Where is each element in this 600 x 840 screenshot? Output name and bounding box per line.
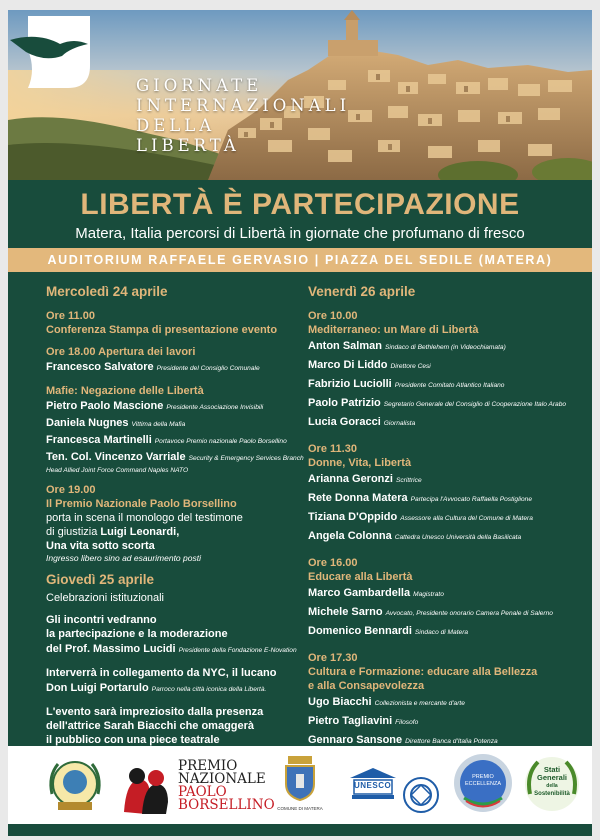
text-fragment: di giustizia	[46, 526, 101, 538]
day-heading-24: Mercoledì 24 aprile	[46, 284, 168, 299]
program-left-column	[46, 284, 308, 755]
premio-line: NAZIONALE	[178, 771, 266, 787]
speaker-row	[308, 470, 586, 489]
speaker-role: Segretario Generale del Consiglio di Cooperazione Italo Arabo	[383, 401, 567, 408]
speaker-row	[308, 508, 586, 527]
stati-generali-label	[522, 766, 582, 798]
speaker-row	[46, 415, 308, 432]
speaker-name: Pietro Paolo Mascione	[46, 400, 164, 412]
speaker-name: Ugo Biacchi	[308, 696, 372, 708]
logo-line-2: INTERNAZIONALI	[136, 96, 351, 115]
speaker-name: Fabrizio Luciolli	[308, 378, 392, 390]
speaker-role: Presidente del Consiglio Comunale	[156, 365, 260, 372]
main-title: LIBERTÀ È PARTECIPAZIONE	[80, 188, 520, 221]
speaker-name: Pietro Tagliavini	[308, 715, 393, 727]
eccellenza-label	[452, 774, 514, 788]
speaker-name: Daniela Nugnes	[46, 417, 129, 429]
speaker-name: Domenico Bennardi	[308, 625, 412, 637]
session-text-2	[46, 525, 308, 539]
text-line: Gli incontri vedranno	[46, 614, 157, 626]
hero-image-matera	[8, 10, 592, 180]
venue-band: AUDITORIUM RAFFAELE GERVASIO | PIAZZA DEL SEDILE (MATERA)	[8, 248, 592, 272]
event-logo-text	[136, 76, 350, 156]
speaker-name: Paolo Patrizio	[308, 397, 381, 409]
session-time: Ore 16.00	[308, 557, 358, 569]
speaker-row	[308, 394, 586, 413]
entry-note: Ingresso libero sino ad esaurimento posti	[46, 553, 201, 563]
speaker-name: Rete Donna Matera	[308, 492, 408, 504]
eccellenza-line: PREMIO	[472, 774, 494, 780]
premio-eccellenza-logo	[452, 752, 514, 814]
speaker-role: Filosofo	[395, 719, 419, 726]
session-1000	[308, 309, 586, 432]
speaker-row	[308, 603, 586, 622]
stati-line: Sostenibilità	[534, 791, 570, 797]
text-line: L'evento sarà impreziosito dalla presenza	[46, 706, 264, 718]
session-topic: Conferenza Stampa di presentazione evento	[46, 324, 278, 336]
text-line: Interverrà in collegamento da NYC, il lucano	[46, 667, 277, 679]
stati-line: Generali	[536, 773, 567, 782]
subtitle: Matera, Italia percorsi di Libertà in giornate che profumano di fresco	[75, 225, 525, 242]
logo-line-1: GIORNATE	[136, 76, 263, 95]
speaker-role: Presidente Associazione Invisibili	[166, 404, 264, 411]
speaker-role: Partecipa l'Avvocato Raffaella Postiglione	[410, 496, 533, 503]
session-topic: Mafie: Negazione delle Libertà	[46, 385, 204, 397]
speaker-name: Anton Salman	[308, 340, 382, 352]
speaker-role: Avvocato, Presidente onorario Camera Penale di Salerno	[385, 610, 553, 617]
session-time: Ore 19.00	[46, 484, 96, 496]
unesco-logo	[348, 766, 398, 828]
speaker-role: Giornalista	[383, 420, 416, 427]
session-theatre	[46, 705, 308, 747]
sponsor-logos-bar	[8, 746, 592, 824]
poster	[8, 10, 592, 836]
session-topic: Il Premio Nazionale Paolo Borsellino	[46, 498, 237, 510]
speaker-name: del Prof. Massimo Lucidi	[46, 643, 176, 655]
speaker-role: Sindaco di Bethlehem (in Videochiamata)	[384, 344, 506, 351]
session-opening	[46, 345, 308, 376]
eccellenza-line: ECCELLENZA	[464, 781, 502, 787]
speaker-role: Portavoce Premio nazionale Paolo Borsellino	[154, 438, 287, 445]
speaker-name: Marco Gambardella	[308, 587, 411, 599]
session-time: Ore 11.30	[308, 443, 357, 455]
premio-borsellino-text	[178, 760, 275, 812]
speaker-name: Lucia Goracci	[308, 416, 381, 428]
stati-line: della	[546, 783, 558, 789]
speaker-name: Michele Sarno	[308, 606, 383, 618]
speaker-role: Collezionista e mercante d'arte	[374, 700, 465, 707]
speaker-name: Marco Di Liddo	[308, 359, 388, 371]
speaker-row	[46, 359, 308, 376]
text-line: il pubblico con una piece teatrale	[46, 734, 220, 746]
session-press	[46, 309, 308, 337]
speaker-role: Presidente della Fondazione E-Novation	[178, 647, 297, 654]
world-heritage-icon	[402, 764, 440, 826]
speaker-row	[308, 693, 586, 712]
text-line: la partecipazione e la moderazione	[46, 628, 228, 640]
text-line: dell'attrice Sarah Biacchi che omaggerà	[46, 720, 255, 732]
comune-matera-logo	[276, 754, 324, 816]
stati-line: Stati	[543, 765, 561, 774]
dove-logo-icon	[8, 10, 100, 92]
speaker-name: Tiziana D'Oppido	[308, 511, 398, 523]
speaker-role: Security & Emergency Services Branch	[188, 455, 304, 462]
speaker-name: Don Luigi Portarulo	[46, 682, 149, 694]
speaker-name: Angela Colonna	[308, 530, 392, 542]
session-topic: Educare alla Libertà	[308, 571, 413, 583]
session-topic: Mediterraneo: un Mare di Libertà	[308, 324, 479, 336]
speaker-role: Presidente Comitato Atlantico Italiano	[394, 382, 505, 389]
session-time: Ore 17.30	[308, 652, 358, 664]
speaker-row	[308, 622, 586, 641]
session-topic: Cultura e Formazione: educare alla Bellezza	[308, 666, 538, 678]
unesco-label: UNESCO	[354, 781, 392, 790]
speaker-role: Scrittrice	[395, 477, 422, 484]
session-text: porta in scena il monologo del testimone	[46, 512, 243, 524]
speaker-row	[46, 641, 308, 658]
speaker-role: Assessore alla Cultura del Comune di Matera	[400, 515, 533, 522]
premio-borsellino-portrait-icon	[120, 758, 172, 820]
speaker-row	[46, 398, 308, 415]
session-topic-2: e alla Consapevolezza	[308, 680, 425, 692]
speaker-row	[46, 449, 308, 466]
coat-of-arms-icon	[278, 754, 322, 802]
premio-line: BORSELLINO	[178, 797, 275, 813]
session-time: Ore 11.00	[46, 310, 95, 322]
speaker-row	[308, 712, 586, 731]
day-heading-26: Venerdì 26 aprile	[308, 284, 416, 299]
speaker-role: Cattedra Unesco Università della Basilicata	[394, 534, 522, 541]
speaker-role: Sindaco di Matera	[414, 629, 469, 636]
witness-name: Luigi Leonardi,	[100, 526, 180, 538]
speaker-role: Magistrato	[413, 591, 444, 598]
session-topic: Donne, Vita, Libertà	[308, 457, 412, 469]
speaker-row	[308, 337, 586, 356]
speaker-row	[308, 584, 586, 603]
monologue-title: Una vita sotto scorta	[46, 540, 155, 552]
logo-line-3: DELLA	[136, 116, 216, 135]
stati-generali-logo	[522, 754, 582, 814]
speaker-row	[308, 489, 586, 508]
session-nyc	[46, 666, 308, 697]
day-subheading: Celebrazioni istituzionali	[46, 592, 165, 604]
speaker-name: Ten. Col. Vincenzo Varriale	[46, 451, 186, 463]
logo-line-4: LIBERTÀ	[136, 136, 240, 155]
session-time: Ore 18.00 Apertura dei lavori	[46, 346, 196, 358]
session-time: Ore 10.00	[308, 310, 358, 322]
program-right-column	[308, 284, 586, 779]
speaker-name: Francesca Martinelli	[46, 434, 152, 446]
speaker-role: Direttore Banca d'Italia Potenza	[405, 738, 498, 745]
session-moderation	[46, 613, 308, 658]
speaker-role-extra: Head Allied Joint Force Command Naples NATO	[46, 467, 189, 474]
speaker-row	[308, 375, 586, 394]
premio-line: PAOLO	[178, 784, 227, 800]
session-1600	[308, 556, 586, 641]
comune-label: COMUNE DI MATERA	[277, 806, 323, 811]
speaker-name: Francesco Salvatore	[46, 361, 154, 373]
speaker-row	[46, 680, 308, 697]
session-1130	[308, 442, 586, 546]
speaker-name: Arianna Geronzi	[308, 473, 393, 485]
speaker-row	[308, 356, 586, 375]
speaker-role: Direttore Cesi	[390, 363, 431, 370]
session-mafie	[46, 384, 308, 475]
speaker-role: Vittima della Mafia	[131, 421, 186, 428]
speaker-row	[308, 413, 586, 432]
speaker-role: Parroco nella città iconica della Libertà.	[151, 686, 267, 693]
session-borsellino	[46, 483, 308, 564]
speaker-name: Gennaro Sansone	[308, 734, 403, 746]
speaker-row	[308, 527, 586, 546]
day-heading-25: Giovedì 25 aprile	[46, 572, 155, 587]
laurel-seal-logo-icon	[44, 754, 106, 816]
premio-line: PREMIO	[178, 758, 238, 774]
speaker-row	[46, 432, 308, 449]
